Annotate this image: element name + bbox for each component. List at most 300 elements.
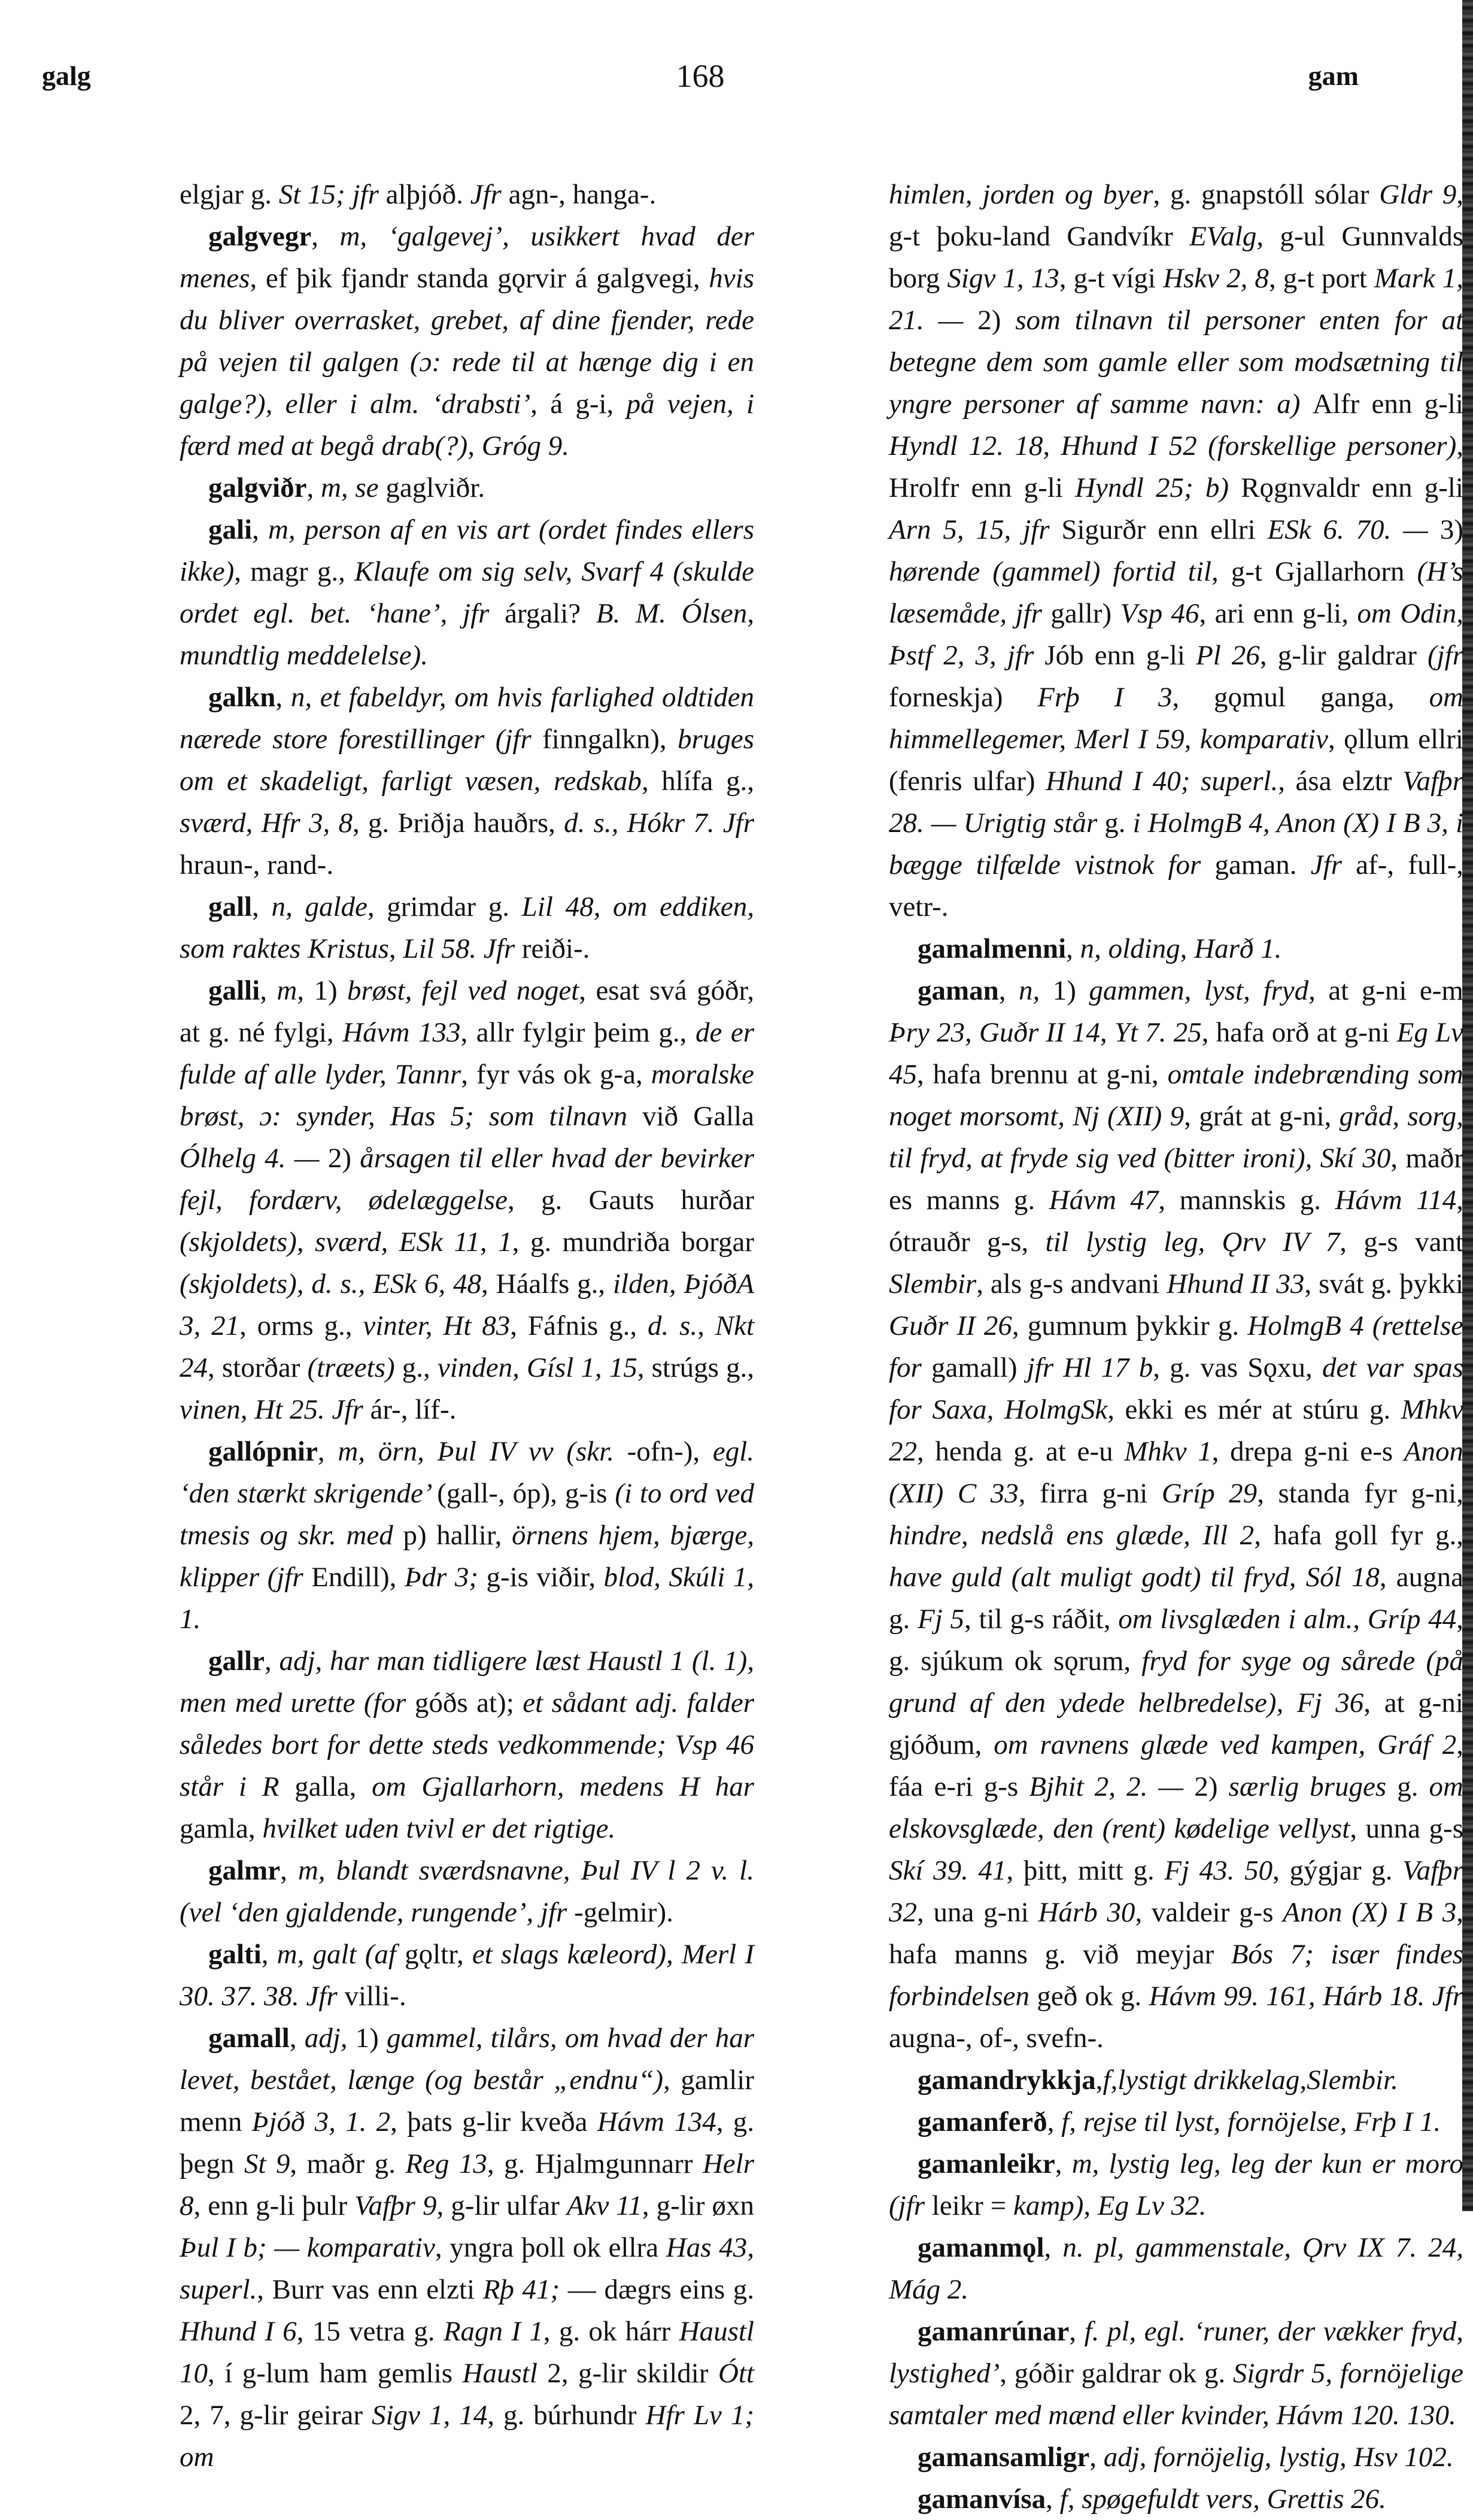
entry-text: g.: [1397, 1771, 1429, 1802]
entry-text: , g. ok hárr: [543, 2316, 679, 2347]
dictionary-entry: [889, 2478, 1463, 2520]
entry-text: , góðir galdrar ok g.: [1000, 2358, 1233, 2389]
entry-text: , esat svá góðr, at g. né fylgi,: [180, 975, 754, 1048]
entry-headword: gamall: [208, 2023, 290, 2054]
entry-text: 2): [977, 305, 1016, 336]
entry-text: ,: [252, 514, 268, 545]
entry-text: finngalkn),: [542, 724, 678, 755]
entry-text: forneskja): [889, 682, 1038, 713]
entry-text: , hafa goll fyr g.,: [1254, 1520, 1463, 1551]
entry-italic-text: hindre, nedslå ens glæde, Ill 2: [889, 1520, 1255, 1551]
entry-headword: gamalmenni: [918, 933, 1067, 964]
entry-text: , yngra þoll ok ellra: [435, 2232, 666, 2263]
entry-text: árgali?: [505, 598, 596, 629]
entry-italic-text: Klaufe om sig selv, Svarf 4 (skulde ordet egl. bet. ‘hane’, jfr: [180, 556, 754, 629]
entry-italic-text: Þjóð 3, 1. 2: [251, 2106, 391, 2138]
entry-italic-text: Helr 8: [180, 2148, 754, 2221]
entry-text: , Fáfnis g.,: [510, 1310, 648, 1341]
dictionary-entry: [180, 1640, 754, 1850]
entry-text: , hlífa g.,: [641, 766, 754, 797]
entry-italic-text: Hávm 114: [1335, 1185, 1457, 1216]
entry-italic-text: Þul I b; — komparativ: [180, 2232, 435, 2263]
entry-italic-text: Has 43, superl.: [180, 2232, 754, 2305]
entry-italic-text: Fj 43. 50: [1164, 1855, 1273, 1886]
entry-text: , í g-lum ham gemlis: [208, 2358, 463, 2389]
entry-italic-text: om Gjallarhorn, medens H har: [372, 1771, 754, 1802]
entry-italic-text: Ragn I 1: [443, 2316, 543, 2347]
entry-text: ,: [1066, 933, 1080, 964]
dictionary-entry: [889, 2059, 1463, 2101]
dictionary-entry: [180, 1933, 754, 2017]
entry-text: 2): [327, 1143, 360, 1174]
running-head: [42, 60, 1359, 96]
entry-text: , grimdar g.: [367, 891, 522, 922]
entry-italic-text: Mhkv 22: [889, 1394, 1463, 1467]
running-head-right: gam: [1308, 60, 1359, 91]
entry-headword: gamanvísa: [918, 2483, 1046, 2515]
entry-text: p) hallir,: [403, 1520, 512, 1551]
entry-italic-text: egl. ‘den stærkt skrigende’: [180, 1436, 755, 1509]
entry-text: , allr fylgir þeim g.,: [460, 1017, 696, 1048]
entry-italic-text: det var spas for Saxa, HolmgSk: [889, 1352, 1463, 1425]
entry-text: , á g-i,: [530, 388, 627, 420]
dictionary-entry: [180, 886, 754, 970]
entry-italic-text: ilden, ÞjóðA 3, 21: [180, 1268, 754, 1341]
entry-text: , ása elztr: [1278, 766, 1403, 797]
entry-italic-text: de er fulde af alle lyder, Tannr: [180, 1017, 754, 1090]
entry-headword: galti: [208, 1939, 262, 1970]
entry-text: , gamlir menn: [180, 2064, 755, 2138]
entry-italic-text: f,lystigt drikkelag,Slembir.: [1103, 2064, 1398, 2096]
entry-text: elgjar g.: [180, 179, 279, 210]
entry-text: , magr g.,: [234, 556, 354, 587]
entry-italic-text: Haustl: [462, 2358, 548, 2389]
entry-text: gaman.: [1214, 849, 1311, 881]
right-column: [889, 174, 1463, 2520]
entry-italic-text: Bós 7; især findes forbindelsen: [889, 1939, 1463, 2012]
entry-italic-text: örnens hjem, bjærge, klipper (jfr: [180, 1520, 754, 1593]
entry-text: ,: [280, 1855, 298, 1886]
entry-text: ,: [1055, 2148, 1072, 2179]
entry-italic-text: Sigv 1, 13: [947, 263, 1059, 294]
entry-italic-text: Hávm 47: [1049, 1185, 1159, 1216]
entry-text: 1): [1052, 975, 1089, 1006]
entry-italic-text: B. M. Ólsen, mundtlig meddelelse).: [180, 598, 754, 671]
entry-text: agn-, hanga-.: [508, 179, 657, 210]
entry-text: , g-t vígi: [1059, 263, 1164, 294]
entry-italic-text: Þdr 3;: [404, 1562, 487, 1593]
entry-text: (gall-, óp), g-is: [437, 1478, 615, 1509]
left-column: [180, 174, 754, 2478]
entry-text: , standa fyr g-ni,: [1257, 1478, 1463, 1509]
entry-text: , g. gnapstóll sólar: [1153, 179, 1380, 210]
entry-italic-text: f, rejse til lyst, fornöjelse, Frþ I 1.: [1061, 2106, 1441, 2138]
entry-italic-text: HolmgB 4 (rettelse for: [889, 1310, 1463, 1383]
entry-text: ,: [1044, 2232, 1063, 2263]
entry-headword: galgviðr: [208, 472, 307, 503]
entry-headword: gamanrúnar: [918, 2316, 1070, 2347]
entry-italic-text: som tilnavn til personer enten for at betegne dem som gamle eller som modsætning til yngre personer af samme navn: a): [889, 305, 1463, 420]
entry-text: , orms g.,: [239, 1310, 363, 1341]
entry-italic-text: m,: [277, 975, 314, 1006]
entry-italic-text: bruges om et skadeligt, farligt væsen, redskab: [180, 724, 754, 797]
entry-italic-text: Hávm 134: [597, 2106, 716, 2138]
entry-italic-text: Reg 13: [405, 2148, 487, 2179]
entry-headword: galli: [208, 975, 260, 1006]
entry-italic-text: m, lystig leg, leg der kun er moro (jfr: [889, 2148, 1463, 2221]
dictionary-entry: [180, 467, 754, 509]
entry-text: , Burr vas enn elzti: [257, 2274, 483, 2305]
entry-text: , g-s vant: [1340, 1226, 1463, 1258]
entry-text: , g-t Gjallarhorn: [1211, 556, 1417, 587]
entry-italic-text: m, person af en vis art (ordet findes ellers ikke): [180, 514, 754, 587]
entry-italic-text: Mhkv 1: [1124, 1436, 1212, 1467]
entry-headword: gamansamligr: [918, 2442, 1090, 2473]
entry-text: ,: [311, 221, 340, 252]
page-number: 168: [676, 58, 725, 94]
entry-text: , henda g. at e-u: [917, 1436, 1125, 1467]
entry-text: , mannskis g.: [1158, 1185, 1335, 1216]
entry-italic-text: Guðr II 26: [889, 1310, 1012, 1341]
entry-italic-text: Akv 11: [566, 2190, 642, 2221]
entry-text: , unna g-s: [1350, 1813, 1463, 1844]
entry-text: , augna g.: [889, 1562, 1463, 1635]
page-edge-shadow: [1462, 0, 1473, 2211]
entry-text: , ótrauðr g-s,: [889, 1185, 1463, 1258]
entry-italic-text: himlen, jorden og byer: [889, 179, 1153, 210]
entry-italic-text: vinter, Ht 83: [363, 1310, 511, 1341]
entry-italic-text: n, et fabeldyr, om hvis farlighed oldtiden nærede store forestillinger (jfr: [180, 682, 755, 755]
entry-text: , g. Þriðja hauðrs,: [352, 807, 564, 839]
entry-text: , g-lir øxn: [642, 2190, 755, 2221]
entry-italic-text: brøst, fejl ved noget: [347, 975, 579, 1006]
entry-text: , þitt, mitt g.: [1006, 1855, 1165, 1886]
entry-text: , hafa manns g. við meyjar: [889, 1897, 1463, 1970]
entry-italic-text: Gríp 29: [1161, 1478, 1258, 1509]
entry-text: , at g-ni e-m: [1308, 975, 1463, 1006]
entry-italic-text: omtale indebrænding som noget morsomt, Nj (XII) 9: [889, 1059, 1463, 1132]
entry-text: , hafa brennu at g-ni,: [917, 1059, 1168, 1090]
entry-text: , at g-ni gjóðum,: [889, 1687, 1463, 1760]
entry-text: Endill),: [311, 1562, 405, 1593]
entry-italic-text: have guld (alt muligt godt) til fryd, Sól 18: [889, 1562, 1380, 1593]
entry-italic-text: Vafþr 28. — Urigtig står: [889, 766, 1463, 839]
entry-text: -ofn-),: [627, 1436, 713, 1467]
entry-text: 1): [314, 975, 348, 1006]
entry-italic-text: Pl 26: [1196, 640, 1260, 671]
entry-text: gaglviðr.: [385, 472, 485, 503]
entry-italic-text: Hhund II 33: [1167, 1268, 1305, 1300]
entry-text: ,: [252, 891, 272, 922]
entry-italic-text: gammel, tilårs, om hvad der har levet, bestået, længe (og består „endnu“): [180, 2023, 755, 2096]
entry-italic-text: årsagen til eller hvad der bevirker fejl, fordærv, ødelæggelse: [180, 1143, 754, 1216]
entry-italic-text: (H’s læsemåde, jfr: [889, 556, 1463, 629]
entry-italic-text: Skí 39. 41: [889, 1855, 1007, 1886]
entry-italic-text: (skjoldets), d. s., ESk 6, 48: [180, 1268, 482, 1300]
entry-text: 3): [1439, 514, 1463, 545]
entry-italic-text: m, blandt sværdsnavne, Þul IV l 2 v. l. (vel ‘den gjaldende, rungende’, jfr: [180, 1855, 754, 1928]
entry-text: , una g-ni: [917, 1897, 1038, 1928]
entry-italic-text: (skjoldets), sværd, ESk 11, 1: [180, 1226, 512, 1258]
dictionary-entry: [889, 174, 1463, 928]
entry-italic-text: Hyndl 12. 18, Hhund I 52 (forskellige personer): [889, 430, 1457, 462]
dictionary-entry: [889, 2310, 1463, 2436]
entry-italic-text: hvilket uden tvivl er det rigtige.: [262, 1813, 616, 1844]
entry-text: , svát g. þykki: [1304, 1268, 1463, 1300]
entry-text: , storðar: [208, 1352, 308, 1383]
entry-italic-text: d. s., Hókr 7. Jfr: [564, 807, 754, 839]
dictionary-entry: [180, 174, 754, 215]
entry-text: , drepa g-ni e-s: [1211, 1436, 1404, 1467]
entry-italic-text: (træets): [307, 1352, 402, 1383]
entry-italic-text: m, ‘galgevej’, usikkert hvad der menes: [180, 221, 754, 294]
entry-italic-text: Sigv 1, 14: [372, 2400, 488, 2431]
entry-text: , maðr g.: [290, 2148, 406, 2179]
entry-text: , firra g-ni: [1018, 1478, 1162, 1509]
entry-text: , g-ul Gunnvalds borg: [889, 221, 1463, 294]
entry-italic-text: Mark 1, 21. —: [889, 263, 1463, 336]
entry-text: gallr): [1050, 598, 1120, 629]
entry-headword: gamanferð: [918, 2106, 1047, 2138]
entry-text: , 15 vetra g.: [296, 2316, 444, 2347]
entry-italic-text: m, galt (af: [277, 1939, 405, 1970]
dictionary-entry: [889, 2143, 1463, 2227]
entry-text: , Hrolfr enn g-li: [889, 430, 1463, 503]
entry-italic-text: om himmellegemer, Merl I 59, komparativ: [889, 682, 1464, 755]
entry-italic-text: St 15; jfr: [278, 179, 386, 210]
entry-italic-text: (i to ord ved tmesis og skr. med: [180, 1478, 754, 1551]
dictionary-entry: [889, 2436, 1463, 2478]
entry-text: 1): [355, 2023, 387, 2054]
entry-text: , g. þegn: [180, 2106, 754, 2179]
entry-italic-text: Jfr: [1310, 849, 1356, 881]
entry-italic-text: i HolmgB 4, Anon (X) I B 3, i bægge tilfælde vistnok for: [889, 807, 1464, 881]
entry-italic-text: Fj 5: [918, 1604, 965, 1635]
entry-italic-text: Anon (XII) C 33: [889, 1436, 1464, 1509]
entry-italic-text: Slembir: [889, 1268, 977, 1300]
entry-italic-text: Hskv 2, 8: [1163, 263, 1269, 294]
entry-headword: gamanmǫl: [918, 2232, 1044, 2263]
entry-text: gǫltr,: [405, 1939, 472, 1970]
entry-text: , g. Hjalmgunnarr: [487, 2148, 703, 2179]
entry-text: , ari enn g-li,: [1199, 598, 1357, 629]
entry-italic-text: Hávm 99. 161, Hárb 18. Jfr: [1149, 1981, 1463, 2012]
entry-italic-text: d. s., Nkt 24: [180, 1310, 755, 1383]
entry-text: , ǫllum ellri (fenris ulfar): [889, 724, 1463, 797]
entry-headword: galmr: [208, 1855, 281, 1886]
entry-headword: gallópnir: [208, 1436, 318, 1467]
entry-text: , g-t port: [1268, 263, 1374, 294]
entry-italic-text: sværd, Hfr 3, 8: [180, 807, 353, 839]
entry-text: af-, full-, vetr-.: [889, 849, 1463, 922]
entry-italic-text: Þry 23, Guðr II 14, Yt 7. 25: [889, 1017, 1202, 1048]
entry-text: ár-, líf-.: [370, 1394, 457, 1425]
entry-text: , gǫmul ganga,: [1172, 682, 1429, 713]
entry-italic-text: vinden, Gísl 1, 15: [437, 1352, 637, 1383]
entry-italic-text: EValg: [1189, 221, 1257, 252]
entry-text: , gýgjar g.: [1272, 1855, 1403, 1886]
dictionary-entry: [889, 970, 1463, 2059]
entry-italic-text: Arn 5, 15, jfr: [889, 514, 1062, 545]
entry-text: augna-, of-, svefn-.: [889, 2023, 1104, 2054]
entry-text: við Galla: [642, 1101, 754, 1132]
entry-text: , maðr es manns g.: [889, 1143, 1463, 1216]
entry-text: gamall): [931, 1352, 1027, 1383]
entry-text: g.: [1104, 807, 1133, 839]
running-head-left: galg: [42, 60, 91, 91]
entry-italic-text: et slags kæleord), Merl I 30. 37. 38. Jfr: [180, 1939, 754, 2012]
entry-italic-text: hvis du bliver overrasket, grebet, af dine fjender, rede på vejen til galgen (ɔ: rede til at hænge dig i en galge?), eller i alm. ‘drabsti’: [180, 263, 754, 420]
entry-headword: gamanleikr: [918, 2148, 1055, 2179]
entry-italic-text: om elskovsglæde, den (rent) kødelige vellyst: [889, 1771, 1463, 1844]
entry-text: , fáa e-ri g-s: [889, 1729, 1463, 1802]
entry-italic-text: Hávm 133: [342, 1017, 461, 1048]
entry-text: ,: [261, 1939, 277, 1970]
dictionary-entry: [889, 928, 1463, 970]
entry-text: hraun-, rand-.: [180, 849, 334, 881]
entry-text: -gelmir).: [574, 1897, 673, 1928]
entry-headword: gali: [208, 514, 253, 545]
entry-text: , gumnum þykkir g.: [1012, 1310, 1248, 1341]
entry-text: , valdeir g-s: [1135, 1897, 1283, 1928]
entry-italic-text: Eg Lv 45: [889, 1017, 1464, 1090]
entry-headword: gallr: [208, 1645, 265, 1677]
entry-italic-text: n, galde: [271, 891, 368, 922]
entry-headword: galgvegr: [208, 221, 312, 252]
entry-text: — dægrs eins g.: [567, 2274, 754, 2305]
entry-text: ,: [1046, 2483, 1060, 2515]
entry-italic-text: Hyndl 25; b): [1075, 472, 1241, 503]
entry-text: 2, g-lir skildir: [547, 2358, 718, 2389]
entry-text: , Háalfs g.,: [481, 1268, 613, 1300]
entry-headword: gall: [208, 891, 253, 922]
entry-text: , enn g-li þulr: [193, 2190, 355, 2221]
dictionary-entry: [180, 1431, 754, 1640]
entry-italic-text: Bjhit 2, 2. —: [1029, 1771, 1195, 1802]
entry-text: ,: [1047, 2106, 1062, 2138]
entry-italic-text: Lil 48, om eddiken, som raktes Kristus, Lil 58. Jfr: [180, 891, 755, 964]
entry-text: ,: [998, 975, 1019, 1006]
dictionary-entry: [180, 1850, 754, 1933]
entry-text: gamla,: [180, 1813, 263, 1844]
entry-text: Jób enn g-li: [1044, 640, 1196, 671]
entry-italic-text: (jfr: [1427, 640, 1463, 671]
entry-text: geð ok g.: [1037, 1981, 1149, 2012]
entry-italic-text: gråd, sorg, til fryd, at fryde sig ved (bitter ironi), Skí 30: [889, 1101, 1463, 1174]
entry-text: galla,: [294, 1771, 372, 1802]
entry-italic-text: om Odin, Þstf 2, 3, jfr: [889, 598, 1463, 671]
entry-italic-text: om ravnens glæde ved kampen, Gráf 2: [994, 1729, 1457, 1760]
entry-italic-text: Ólhelg 4. —: [180, 1143, 328, 1174]
entry-italic-text: gammen, lyst, fryd: [1089, 975, 1309, 1006]
entry-italic-text: moralske brøst, ɔ: synder, Has 5; som tilnavn: [180, 1059, 754, 1132]
entry-text: 2, 7, g-lir geirar: [180, 2400, 372, 2431]
entry-headword: gamandrykkja: [918, 2064, 1096, 2096]
entry-text: , fyr vás ok g-a,: [461, 1059, 651, 1090]
entry-italic-text: adj,: [304, 2023, 356, 2054]
dictionary-entry: [889, 2101, 1463, 2143]
entry-italic-text: blod, Skúli 1, 1.: [180, 1562, 755, 1635]
entry-text: , g. búrhundr: [487, 2400, 646, 2431]
entry-text: , g. Gauts hurðar: [507, 1185, 754, 1216]
entry-text: ,: [306, 472, 321, 503]
dictionary-entry: [180, 215, 754, 467]
entry-italic-text: Ótt: [718, 2358, 754, 2389]
entry-italic-text: adj, fornöjelig, lystig, Hsv 102.: [1103, 2442, 1454, 2473]
entry-italic-text: fryd for syge og sårede (på grund af den ydede helbredelse), Fj 36: [889, 1645, 1463, 1719]
entry-text: ,: [1095, 2064, 1103, 2096]
entry-text: , g. sjúkum ok sǫrum,: [889, 1604, 1464, 1677]
entry-text: , g-t þoku-land Gandvíkr: [889, 179, 1463, 252]
entry-text: , als g-s andvani: [976, 1268, 1167, 1300]
entry-italic-text: Vafþr 32: [889, 1855, 1463, 1928]
entry-italic-text: f, spøgefuldt vers, Grettis 26.: [1059, 2483, 1386, 2515]
entry-italic-text: Gldr 9: [1379, 179, 1457, 210]
entry-italic-text: Vsp 46: [1120, 598, 1199, 629]
dictionary-entry: [180, 970, 754, 1431]
dictionary-entry: [889, 2227, 1463, 2310]
entry-text: villi-.: [344, 1981, 406, 2012]
entry-italic-text: Vafþr 9: [354, 2190, 437, 2221]
entry-text: ,: [1089, 2442, 1104, 2473]
entry-italic-text: hørende (gammel) fortid til: [889, 556, 1211, 587]
entry-text: , grát at g-ni,: [1184, 1101, 1340, 1132]
entry-text: g-is viðir,: [486, 1562, 604, 1593]
entry-italic-text: m, örn, Þul IV vv (skr.: [338, 1436, 627, 1467]
entry-text: Rǫgnvaldr enn g-li: [1241, 472, 1463, 503]
entry-italic-text: n,: [1019, 975, 1053, 1006]
entry-italic-text: Rþ 41;: [482, 2274, 568, 2305]
entry-italic-text: Jfr: [470, 179, 509, 210]
entry-italic-text: på vejen, i færd med at begå drab(?), Gróg 9.: [180, 388, 755, 462]
entry-text: Sigurðr enn ellri: [1061, 514, 1268, 545]
entry-italic-text: St 9: [244, 2148, 290, 2179]
entry-text: reiði-.: [521, 933, 590, 964]
entry-italic-text: til lystig leg, Ǫrv IV 7: [1045, 1226, 1340, 1258]
entry-text: , g-lir ulfar: [436, 2190, 567, 2221]
entry-text: ,: [264, 1645, 280, 1677]
entry-italic-text: Hárb 30: [1038, 1897, 1135, 1928]
entry-text: Alfr enn g-li: [1312, 388, 1463, 420]
entry-text: ,: [317, 1436, 338, 1467]
entry-italic-text: et sådant adj. falder således bort for dette steds vedkommende; Vsp 46 står i R: [180, 1687, 755, 1802]
entry-italic-text: særlig bruges: [1228, 1771, 1398, 1802]
dictionary-entry: [180, 676, 754, 886]
entry-italic-text: vinen, Ht 25. Jfr: [180, 1394, 370, 1425]
entry-text: , ef þik fjandr standa gǫrvir á galgvegi,: [250, 263, 709, 294]
entry-italic-text: kamp), Eg Lv 32.: [1013, 2190, 1207, 2221]
entry-italic-text: Frþ I 3: [1037, 682, 1173, 713]
entry-italic-text: f. pl, egl. ‘runer, der vækker fryd, lystighed’: [889, 2316, 1463, 2389]
entry-italic-text: Hfr Lv 1; om: [180, 2400, 754, 2473]
entry-italic-text: Sigrdr 5, fornöjelige samtaler med mænd eller kvinder, Hávm 120. 130.: [889, 2358, 1463, 2431]
entry-text: 2): [1194, 1771, 1229, 1802]
entry-text: leikr =: [931, 2190, 1013, 2221]
entry-headword: gaman: [918, 975, 999, 1006]
entry-text: , strúgs g.,: [637, 1352, 754, 1383]
entry-text: ,: [275, 682, 291, 713]
entry-text: g.,: [402, 1352, 438, 1383]
entry-text: ,: [260, 975, 277, 1006]
entry-italic-text: Haustl 10: [180, 2316, 754, 2389]
entry-italic-text: n, olding, Harð 1.: [1080, 933, 1282, 964]
entry-italic-text: om livsglæden i alm., Gríp 44: [1118, 1604, 1457, 1635]
entry-text: ,: [1069, 2316, 1085, 2347]
entry-text: , ekki es mér at stúru g.: [1107, 1394, 1401, 1425]
dictionary-entry: [180, 2017, 754, 2478]
entry-italic-text: Hhund I 40; superl.: [1046, 766, 1278, 797]
entry-text: ,: [289, 2023, 305, 2054]
